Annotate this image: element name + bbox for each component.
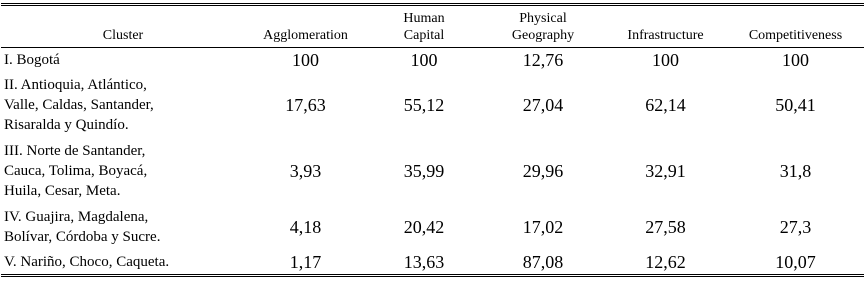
cluster-competitiveness-table — [1, 3, 864, 277]
competitiveness-cell: 27,3 — [779, 216, 812, 237]
header-agglomeration: Agglomeration — [263, 28, 348, 43]
competitiveness-cell: 100 — [782, 49, 809, 70]
table-row — [1, 204, 864, 250]
cluster-cell — [1, 48, 245, 73]
header-cluster: Cluster — [102, 28, 144, 43]
agglomeration-cell: 100 — [292, 49, 319, 70]
header-row — [1, 5, 864, 48]
physical-geography-cell: 17,02 — [522, 216, 564, 237]
human-capital-cell: 35,99 — [403, 160, 445, 181]
human-capital-cell: 13,63 — [403, 251, 445, 272]
physical-geography-cell: 12,76 — [522, 49, 564, 70]
competitiveness-cell: 50,41 — [775, 94, 816, 115]
table-row — [1, 48, 864, 73]
table-row — [1, 250, 864, 276]
agglomeration-cell: 4,18 — [289, 216, 322, 237]
infrastructure-cell: 100 — [652, 49, 679, 70]
competitiveness-cell: 31,8 — [779, 160, 812, 181]
cluster-line: Huila, Cesar, Meta. — [4, 183, 121, 199]
table-row — [1, 138, 864, 204]
cluster-line: III. Norte de Santander, — [4, 143, 146, 159]
header-physical-geography-line-2: Geography — [511, 28, 575, 43]
infrastructure-cell: 27,58 — [645, 216, 686, 237]
table-row — [1, 72, 864, 138]
cluster-line: IV. Guajira, Magdalena, — [4, 209, 149, 225]
agglomeration-cell: 1,17 — [289, 251, 322, 272]
infrastructure-cell: 12,62 — [645, 251, 686, 272]
header-physical-geography-line-1: Physical — [519, 11, 567, 26]
header-competitiveness: Competitiveness — [748, 28, 843, 43]
physical-geography-cell: 29,96 — [522, 160, 564, 181]
cluster-line: Bolívar, Córdoba y Sucre. — [4, 229, 161, 245]
agglomeration-cell: 3,93 — [289, 160, 322, 181]
agglomeration-cell: 17,63 — [285, 94, 326, 115]
header-human-capital-line-1: Human — [403, 11, 445, 26]
cluster-cell — [1, 138, 245, 204]
cluster-cell — [1, 250, 245, 276]
human-capital-cell: 55,12 — [403, 94, 445, 115]
human-capital-cell: 100 — [410, 49, 438, 70]
cluster-cell — [1, 204, 245, 250]
cluster-line: V. Nariño, Choco, Caqueta. — [4, 254, 170, 270]
infrastructure-cell: 62,14 — [645, 94, 686, 115]
physical-geography-cell: 27,04 — [522, 94, 564, 115]
human-capital-cell: 20,42 — [403, 216, 445, 237]
header-physical-geography — [482, 5, 604, 48]
header-infrastructure: Infrastructure — [627, 28, 704, 43]
header-human-capital-line-2: Capital — [403, 28, 445, 43]
header-human-capital — [366, 5, 482, 48]
cluster-line: Risaralda y Quindío. — [4, 117, 129, 133]
competitiveness-cell: 10,07 — [775, 251, 816, 272]
cluster-line: II. Antioquia, Atlántico, — [4, 77, 147, 93]
physical-geography-cell: 87,08 — [522, 251, 564, 272]
cluster-cell — [1, 72, 245, 138]
cluster-line: I. Bogotá — [4, 52, 60, 68]
cluster-line: Cauca, Tolima, Boyacá, — [4, 163, 148, 179]
infrastructure-cell: 32,91 — [645, 160, 686, 181]
cluster-line: Valle, Caldas, Santander, — [4, 97, 154, 113]
